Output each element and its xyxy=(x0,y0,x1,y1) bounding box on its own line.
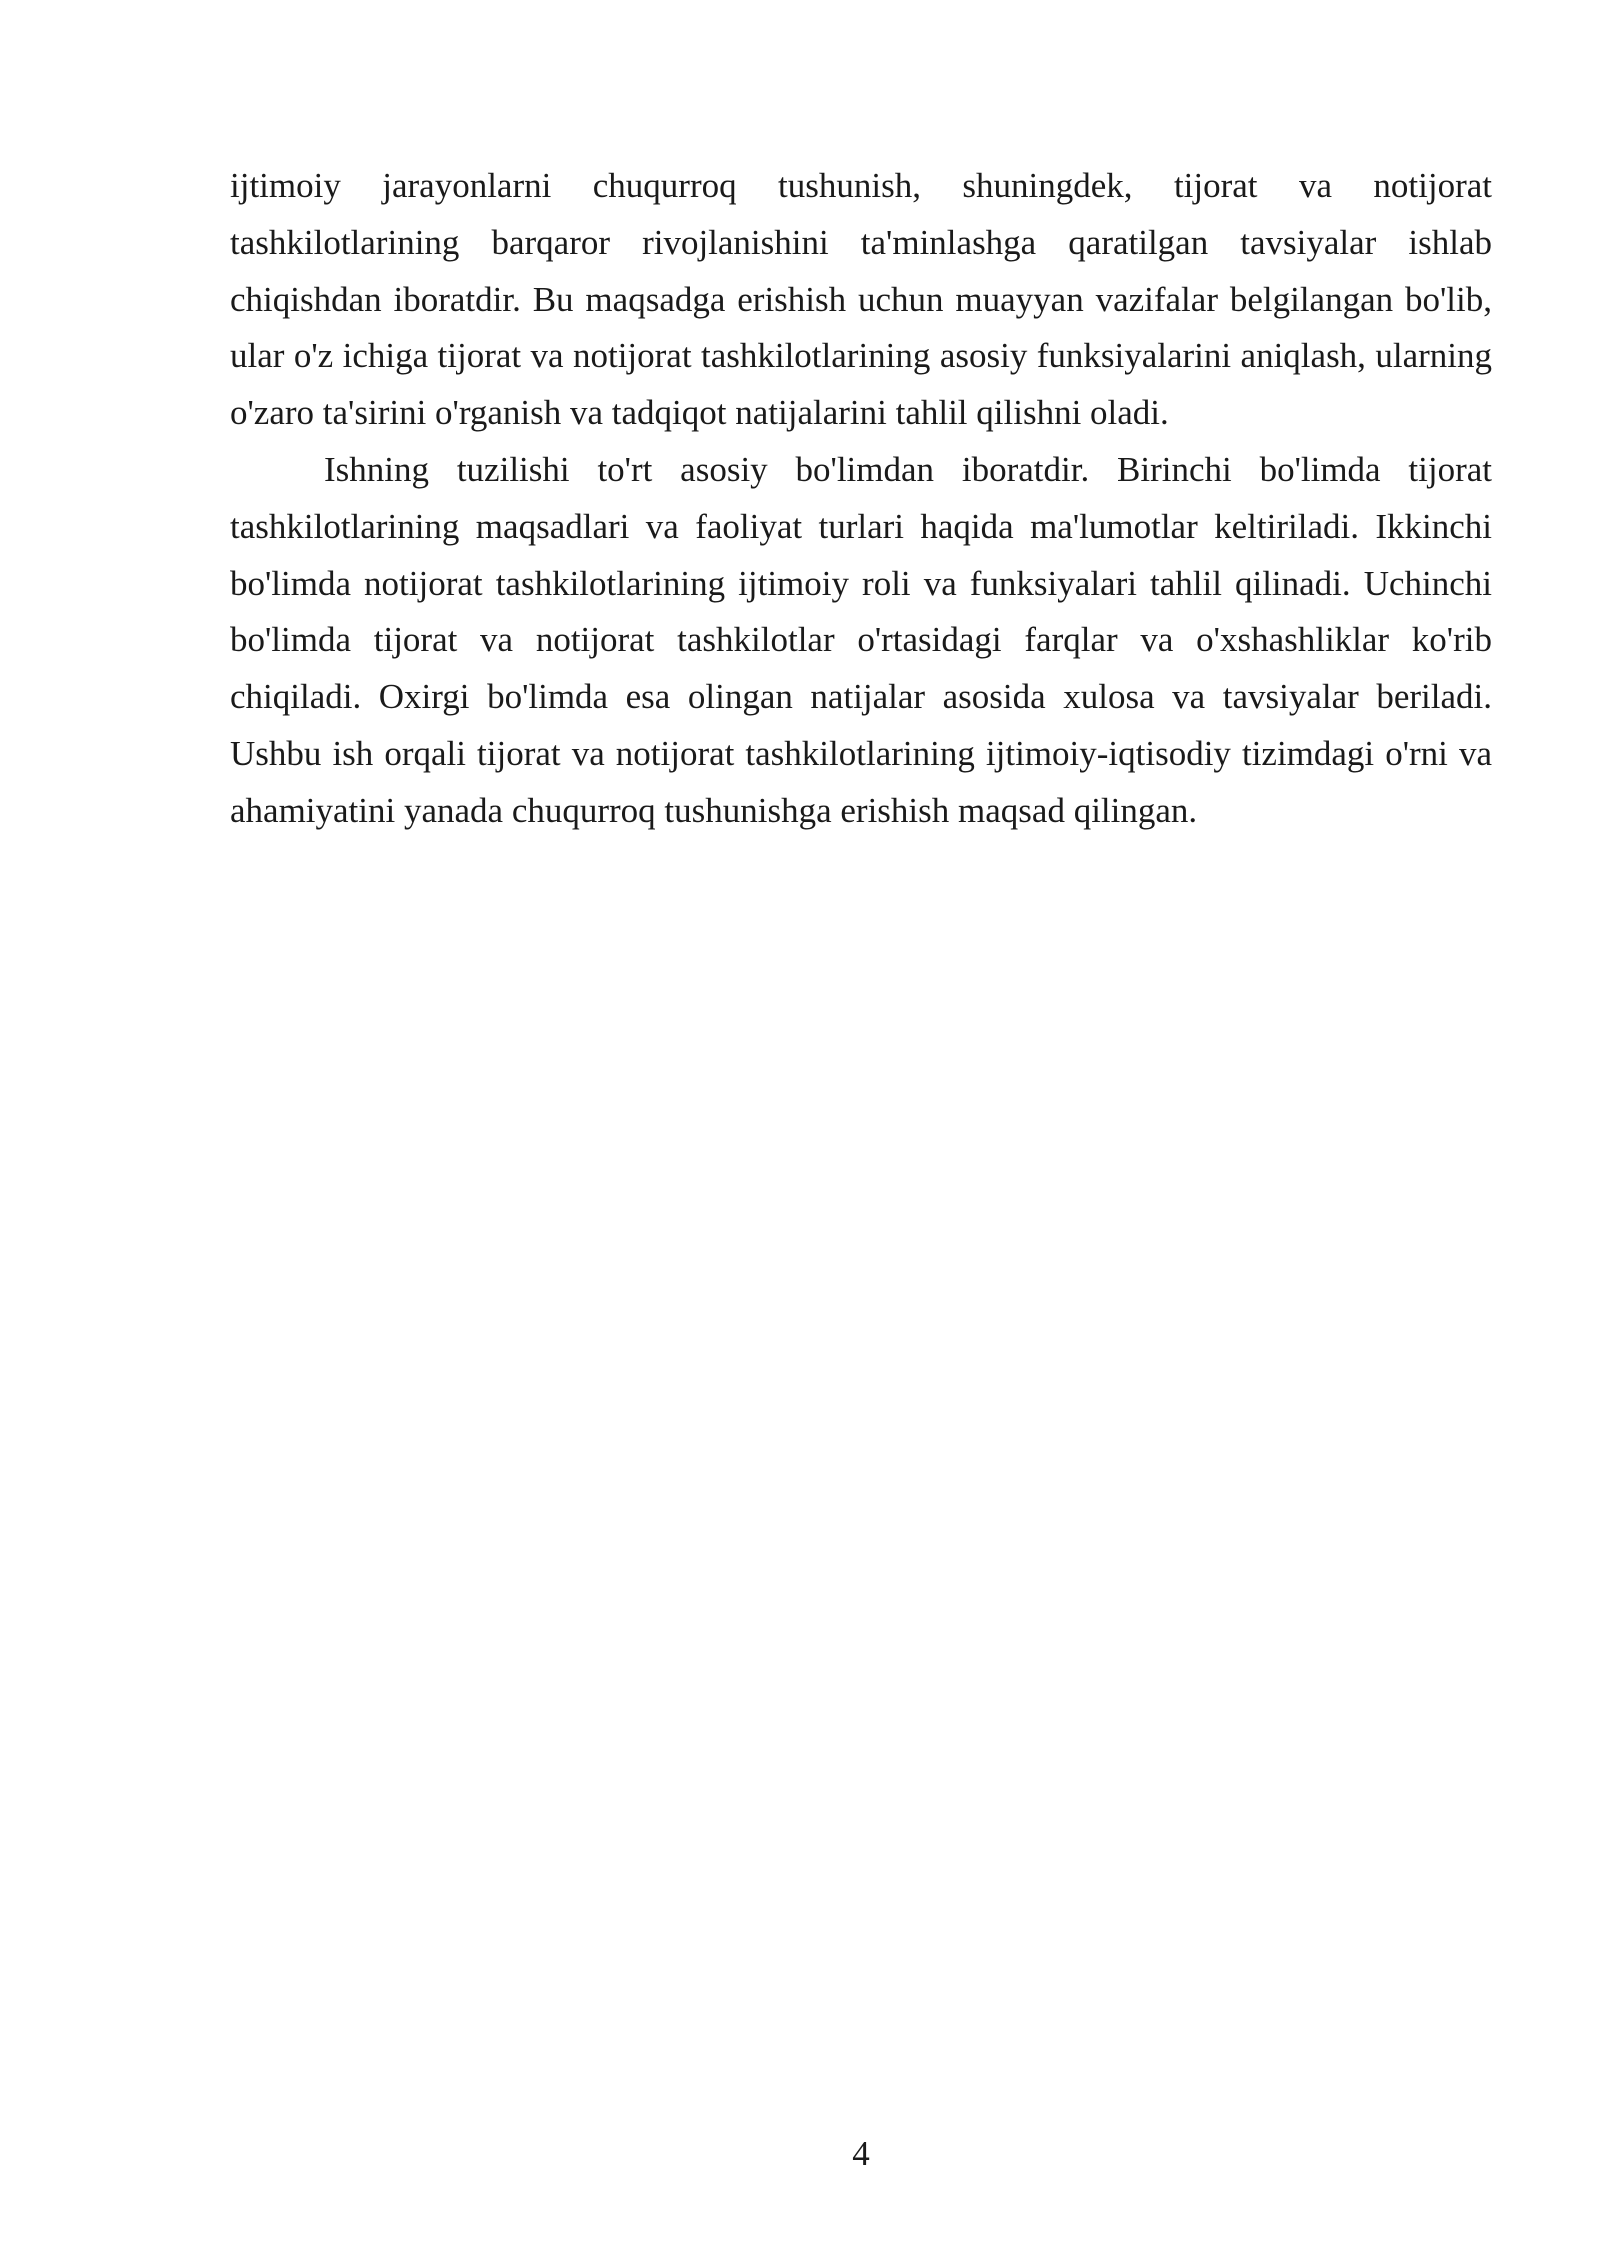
page-number: 4 xyxy=(852,2134,870,2173)
body-text xyxy=(230,158,1492,840)
paragraph-structure: Ishning tuzilishi to'rt asosiy bo'limdan iboratdir. Birinchi bo'limda tijorat tashkilotlarining maqsadlari va faoliyat turlari haqida ma'lumotlar keltiriladi. Ikkinchi bo'limda notijorat tashkilotlarining ijtimoiy roli va funksiyalari tahlil qilinadi. Uchinchi bo'limda tijorat va notijorat tashkilotlar o'rtasidagi farqlar va o'xshashliklar ko'rib chiqiladi. Oxirgi bo'limda esa olingan natijalar asosida xulosa va tavsiyalar beriladi. Ushbu ish orqali tijorat va notijorat tashkilotlarining ijtimoiy-iqtisodiy tizimdagi o'rni va ahamiyatini yanada chuqurroq tushunishga erishish maqsad qilingan. xyxy=(230,449,1492,830)
paragraph-continuation: ijtimoiy jarayonlarni chuqurroq tushunish, shuningdek, tijorat va notijorat tashkilotlarining barqaror rivojlanishini ta'minlashga qaratilgan tavsiyalar ishlab chiqishdan iboratdir. Bu maqsadga erishish uchun muayyan vazifalar belgilangan bo'lib, ular o'z ichiga tijorat va notijorat tashkilotlarining asosiy funksiyalarini aniqlash, ularning o'zaro ta'sirini o'rganish va tadqiqot natijalarini tahlil qilishni oladi. xyxy=(230,166,1492,433)
